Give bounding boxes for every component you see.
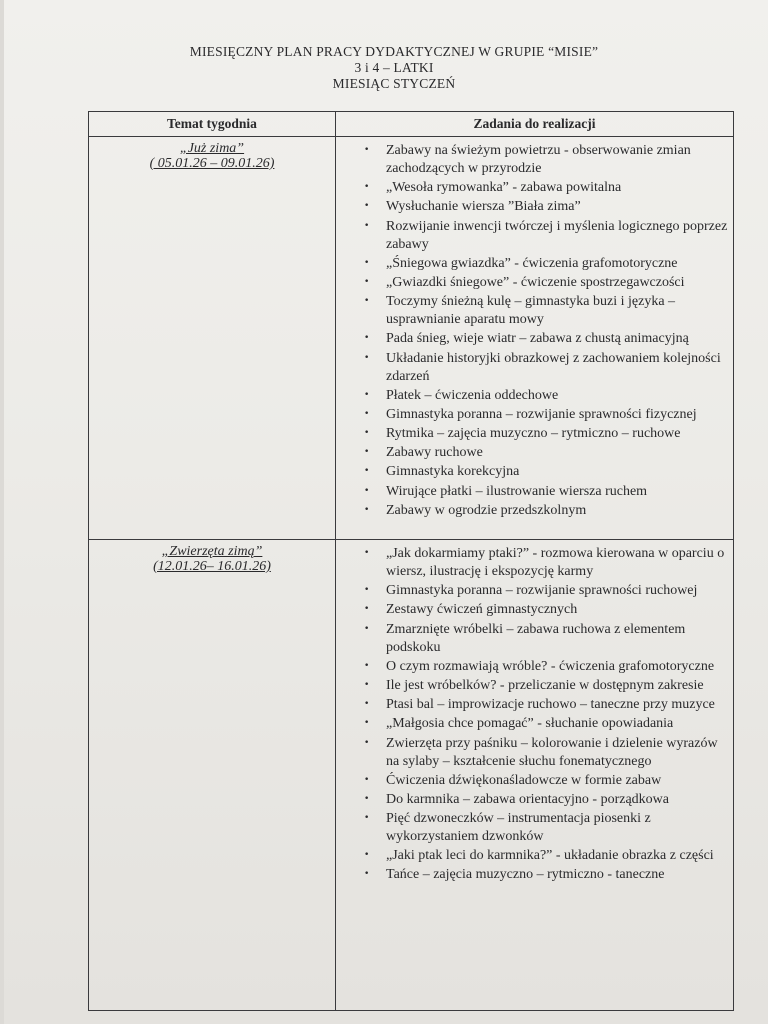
week-cell bbox=[89, 540, 336, 1011]
plan-title: MIESIĘCZNY PLAN PRACY DYDAKTYCZNEJ W GRUPIE “MISIE” bbox=[189, 44, 599, 59]
week-dates: ( 05.01.26 – 09.01.26) bbox=[149, 156, 275, 171]
week-title: „Już zima” bbox=[179, 141, 245, 156]
table-row bbox=[89, 540, 734, 1011]
list-item: · Ćwiczenia dźwiękonaśladowcze w formie zabaw bbox=[336, 772, 729, 790]
list-item: · Gimnastyka korekcyjna bbox=[336, 463, 729, 481]
list-item: · Pięć dzwoneczków – instrumentacja piosenki z wykorzystaniem dzwonków bbox=[336, 810, 729, 846]
list-item: · Toczymy śnieżną kulę – gimnastyka buzi i języka – usprawnianie aparatu mowy bbox=[336, 293, 729, 329]
list-item: · Zabawy ruchowe bbox=[336, 444, 729, 462]
list-item: · Zestawy ćwiczeń gimnastycznych bbox=[336, 601, 729, 619]
task-list bbox=[336, 540, 733, 892]
list-item: · Zmarznięte wróbelki – zabawa ruchowa z elementem podskoku bbox=[336, 621, 729, 657]
list-item: · Pada śnieg, wieje wiatr – zabawa z chustą animacyjną bbox=[336, 330, 729, 348]
week-title: „Zwierzęta zimą” bbox=[161, 544, 263, 559]
list-item: · Wirujące płatki – ilustrowanie wiersza ruchem bbox=[336, 483, 729, 501]
column-header-week-topic: Temat tygodnia bbox=[89, 112, 336, 137]
list-item: · Układanie historyjki obrazkowej z zachowaniem kolejności zdarzeń bbox=[336, 350, 729, 386]
week-dates: (12.01.26– 16.01.26) bbox=[153, 559, 271, 574]
list-item: · Wysłuchanie wiersza ”Biała zima” bbox=[336, 198, 729, 216]
list-item: · „Gwiazdki śniegowe” - ćwiczenie spostrzegawczości bbox=[336, 274, 729, 292]
tasks-cell bbox=[336, 137, 734, 540]
week-cell bbox=[89, 137, 336, 540]
list-item: · Gimnastyka poranna – rozwijanie sprawności ruchowej bbox=[336, 582, 729, 600]
document-header bbox=[124, 44, 664, 92]
column-header-tasks: Zadania do realizacji bbox=[336, 112, 734, 137]
list-item: · Tańce – zajęcia muzyczno – rytmiczno - taneczne bbox=[336, 866, 729, 884]
list-item: · Ptasi bal – improwizacje ruchowo – taneczne przy muzyce bbox=[336, 696, 729, 714]
age-group: 3 i 4 – LATKI bbox=[354, 60, 434, 75]
list-item: · Do karmnika – zabawa orientacyjno - porządkowa bbox=[336, 791, 729, 809]
plan-table bbox=[88, 111, 734, 1011]
list-item: · Rozwijanie inwencji twórczej i myślenia logicznego poprzez zabawy bbox=[336, 218, 729, 254]
list-item: · Zabawy w ogrodzie przedszkolnym bbox=[336, 502, 729, 520]
task-list bbox=[336, 137, 733, 527]
table-row bbox=[89, 137, 734, 540]
list-item: · „Małgosia chce pomagać” - słuchanie opowiadania bbox=[336, 715, 729, 733]
list-item: · „Śniegowa gwiazdka” - ćwiczenia grafomotoryczne bbox=[336, 255, 729, 273]
document-page bbox=[4, 0, 768, 1024]
list-item: · „Wesoła rymowanka” - zabawa powitalna bbox=[336, 179, 729, 197]
list-item: · Zwierzęta przy paśniku – kolorowanie i dzielenie wyrazów na sylaby – kształcenie słuchu fonematycznego bbox=[336, 735, 729, 771]
list-item: · Gimnastyka poranna – rozwijanie sprawności fizycznej bbox=[336, 406, 729, 424]
list-item: · Płatek – ćwiczenia oddechowe bbox=[336, 387, 729, 405]
list-item: · Rytmika – zajęcia muzyczno – rytmiczno – ruchowe bbox=[336, 425, 729, 443]
list-item: · Ile jest wróbelków? - przeliczanie w dostępnym zakresie bbox=[336, 677, 729, 695]
tasks-cell bbox=[336, 540, 734, 1011]
month-label: MIESIĄC STYCZEŃ bbox=[332, 76, 456, 91]
list-item: · Zabawy na świeżym powietrzu - obserwowanie zmian zachodzących w przyrodzie bbox=[336, 142, 729, 178]
list-item: · „Jaki ptak leci do karmnika?” - układanie obrazka z części bbox=[336, 847, 729, 865]
list-item: · „Jak dokarmiamy ptaki?” - rozmowa kierowana w oparciu o wiersz, ilustrację i ekspozycję karmy bbox=[336, 545, 729, 581]
list-item: · O czym rozmawiają wróble? - ćwiczenia grafomotoryczne bbox=[336, 658, 729, 676]
